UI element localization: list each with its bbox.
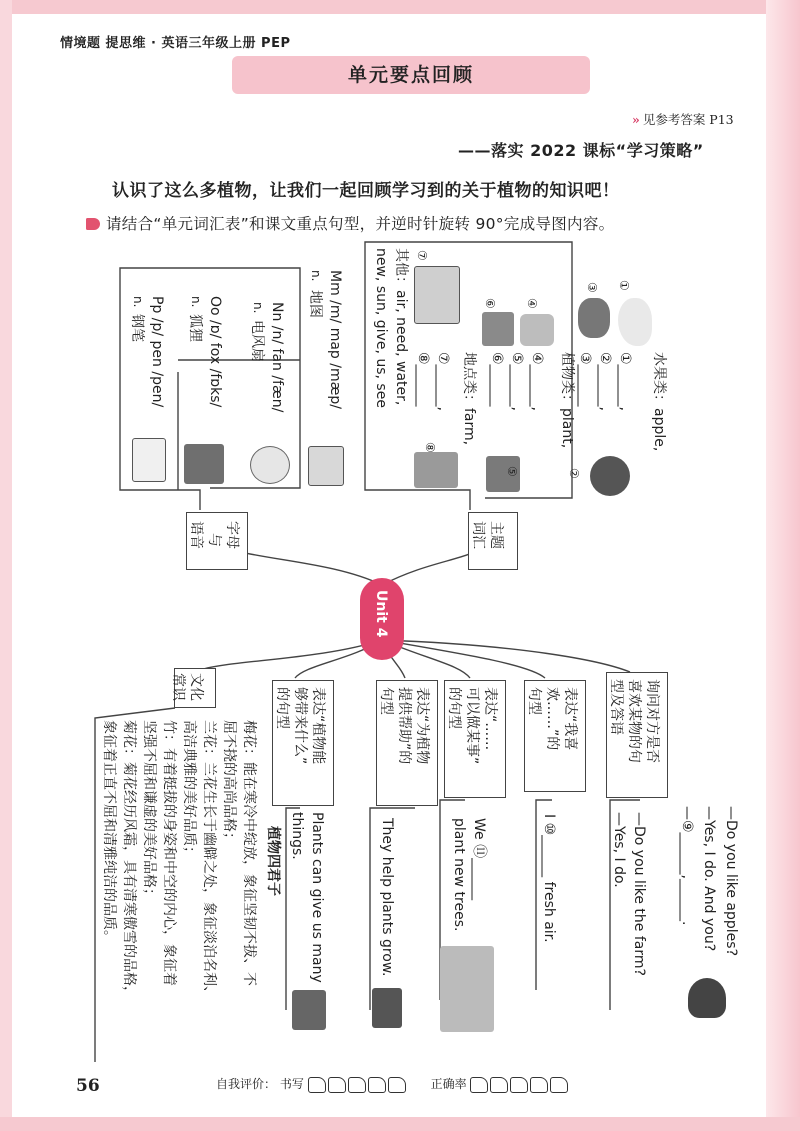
plant-blank-6[interactable]: ⑥______ <box>489 352 505 407</box>
other-words-1: 其他：air, need, water, <box>393 248 409 406</box>
grapes-picture <box>578 298 610 338</box>
place-category: 地点类：farm, <box>461 352 477 446</box>
place-blank-8[interactable]: ⑧______ <box>415 352 431 407</box>
page-number: 56 <box>76 1076 100 1096</box>
culture-line-1: 梅花：能在寒冷中绽放，象征坚韧不拔、不 <box>241 720 257 986</box>
accuracy-rating[interactable] <box>470 1077 570 1093</box>
node-give-sentence: 表达“植物能 够带来什么” 的句型 <box>272 680 334 806</box>
book-series-header: 情境题 提思维 · 英语三年级上册 PEP <box>60 36 291 51</box>
ask-line-2: —Yes, I do. And you? <box>701 806 717 952</box>
ask-blank-9[interactable]: —⑨______,______. <box>679 806 695 926</box>
phonics-o-line: Oo /ɒ/ fox /fɒks/ <box>207 296 223 408</box>
plant-category: 植物类：plant, <box>559 352 575 449</box>
thumb-up-icon[interactable] <box>388 1077 406 1093</box>
pen-picture <box>132 438 166 482</box>
fruit-blank-2[interactable]: ②______, <box>597 352 613 412</box>
ask-line-5: —Yes, I do. <box>611 812 627 888</box>
phonics-m-pos: n. <box>309 270 323 282</box>
culture-line-3: 兰花：兰花生长于幽僻之处，象征淡泊名利、 <box>201 720 217 1000</box>
thumb-up-icon[interactable] <box>348 1077 366 1093</box>
plant-blank-4[interactable]: ④______, <box>529 352 545 412</box>
line-to-culture <box>200 640 382 670</box>
line-to-ask <box>382 640 630 672</box>
phonics-p-pos: n. <box>131 296 145 308</box>
give-line-1: Plants can give us many <box>309 812 325 983</box>
node-like-sentence: 表达“我喜 欢……”的 句型 <box>524 680 586 792</box>
double-chevron-icon: » <box>632 112 640 127</box>
phonics-o-meaning: 狐狸 <box>187 314 203 342</box>
school-picture <box>414 266 460 324</box>
ask-line-1: —Do you like apples? <box>723 806 739 957</box>
phonics-p-meaning: 钢笔 <box>129 314 145 342</box>
can-line-2: plant new trees. <box>451 818 467 932</box>
phonics-m-meaning: 地图 <box>307 290 323 318</box>
other-words-2: new, sun, give, us, see <box>373 248 389 408</box>
phonics-p-line: Pp /p/ pen /pen/ <box>149 296 165 408</box>
like-line[interactable]: I ⑩______ fresh air. <box>541 814 557 943</box>
fox-picture <box>184 444 224 484</box>
instruction: 请结合“单元词汇表”和课文重点句型，并逆时针旋转 90°完成导图内容。 <box>86 212 614 234</box>
self-evaluation: 自我评价： 书写 正确率 <box>216 1075 570 1093</box>
thumb-up-icon[interactable] <box>530 1077 548 1093</box>
phonics-n-meaning: 电风扇 <box>249 320 265 362</box>
node-letters-phonics: 字母 与 语音 <box>186 512 248 570</box>
phonics-o-pos: n. <box>189 296 203 308</box>
node-theme-vocab: 主题 词汇 <box>468 512 518 570</box>
node-can-sentence: 表达“…… 可以做某事” 的句型 <box>444 680 506 798</box>
thumb-up-icon[interactable] <box>308 1077 326 1093</box>
plant-blank-5[interactable]: ⑤______, <box>509 352 525 412</box>
culture-line-2: 屈不挠的高尚品格； <box>221 720 237 846</box>
fruit-blank-3[interactable]: ③______ <box>577 352 593 407</box>
garden-picture <box>414 452 458 488</box>
answer-reference: » 见参考答案 P13 <box>632 112 734 127</box>
thumb-up-icon[interactable] <box>510 1077 528 1093</box>
phonics-m-line: Mm /m/ map /mæp/ <box>327 270 343 409</box>
can-line-1[interactable]: We ⑪______ <box>471 818 487 901</box>
page-title: 单元要点回顾 <box>232 56 590 94</box>
phonics-n-line: Nn /n/ fan /fæn/ <box>269 302 285 413</box>
place-blank-7[interactable]: ⑦______, <box>435 352 451 412</box>
culture-line-7: 菊花：菊花经历风霜，具有清寒傲雪的品格， <box>121 720 137 1000</box>
culture-line-8: 象征着正直不屈和清雅纯洁的品质。 <box>101 720 117 944</box>
orange-picture <box>590 456 630 496</box>
culture-line-6: 坚强不屈和谦虚的美好品格； <box>141 720 157 902</box>
writing-rating[interactable] <box>308 1077 408 1093</box>
help-line: They help plants grow. <box>379 818 395 977</box>
culture-line-5: 竹：有着挺拔的身姿和中空的内心，象征着 <box>161 720 177 986</box>
thumb-up-icon[interactable] <box>368 1077 386 1093</box>
fruit-blank-1[interactable]: ①______, <box>617 352 633 412</box>
unit-center-node <box>360 578 404 660</box>
intro-text: 认识了这么多植物，让我们一起回顾学习到的关于植物的知识吧！ <box>112 181 620 201</box>
culture-title: 植物四君子 <box>265 826 281 896</box>
thumb-up-icon[interactable] <box>470 1077 488 1093</box>
map-picture <box>308 446 344 486</box>
tree-picture <box>482 312 514 346</box>
fan-picture <box>250 446 290 484</box>
kids-planting-picture <box>440 946 494 1032</box>
plants-gift-picture <box>292 990 326 1030</box>
thumb-up-icon[interactable] <box>490 1077 508 1093</box>
thumb-up-icon[interactable] <box>550 1077 568 1093</box>
thumb-up-icon[interactable] <box>328 1077 346 1093</box>
node-help-sentence: 表达“为植物 提供帮助”的 句型 <box>376 680 438 806</box>
ask-line-4: —Do you like the farm? <box>631 812 647 976</box>
give-line-2: things. <box>289 812 305 860</box>
fruit-category: 水果类：apple, <box>651 352 667 452</box>
flower-picture <box>520 314 554 346</box>
watering-picture <box>372 988 402 1028</box>
culture-line-4: 高洁典雅的美好品质； <box>181 720 197 860</box>
phonics-n-pos: n. <box>251 302 265 314</box>
node-ask-sentence: 询问对方是否 喜欢某物的句 型及答语 <box>606 672 668 798</box>
node-culture: 文化 常识 <box>174 668 216 708</box>
girl-picture <box>688 978 726 1018</box>
strategy-line: ——落实 2022 课标“学习策略” <box>458 141 704 160</box>
banana-picture <box>618 298 652 346</box>
unit-label: Unit 4 <box>373 590 389 638</box>
